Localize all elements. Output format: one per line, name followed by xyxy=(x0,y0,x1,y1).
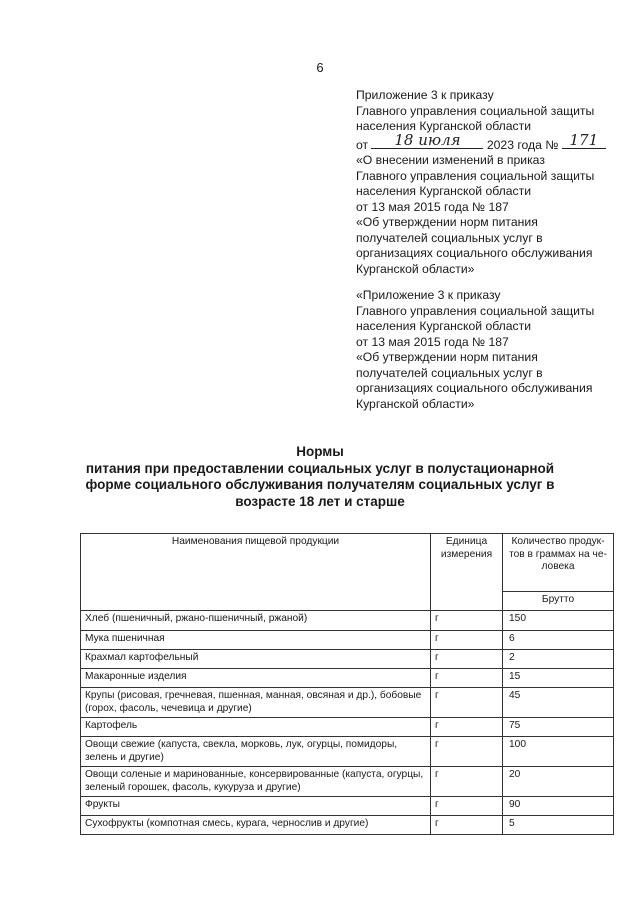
unit-cell: г xyxy=(431,797,503,816)
nutrition-norms-table xyxy=(80,533,614,835)
product-name-cell: Сухофрукты (компотная смесь, курага, чернослив и другие) xyxy=(81,816,431,835)
annex-line: от 13 мая 2015 года № 187 xyxy=(356,334,509,349)
table-row xyxy=(81,816,614,835)
product-name-cell: Макаронные изделия xyxy=(81,669,431,688)
annex-line: «Об утверждении норм питания xyxy=(356,215,538,229)
header-gross: Брутто xyxy=(503,592,614,611)
table-row xyxy=(81,669,614,688)
title-heading: Нормы xyxy=(296,444,344,459)
annex-original-block xyxy=(356,288,626,412)
document-title xyxy=(80,444,560,510)
gross-value-cell: 75 xyxy=(503,718,614,737)
annex-line: от 13 мая 2015 года № 187 xyxy=(356,199,509,214)
unit-cell: г xyxy=(431,718,503,737)
annex-line: населения Курганской области xyxy=(356,119,532,133)
gross-value-cell: 100 xyxy=(503,737,614,767)
annex-line: «О внесении изменений в приказ xyxy=(356,153,545,167)
date-suffix: 2023 года № xyxy=(486,137,559,152)
table-header-row xyxy=(81,534,614,592)
unit-cell: г xyxy=(431,669,503,688)
table-row xyxy=(81,718,614,737)
unit-cell: г xyxy=(431,816,503,835)
table-row xyxy=(81,737,614,767)
unit-cell: г xyxy=(431,767,503,797)
annex-line: Главного управления социальной защиты xyxy=(356,303,595,318)
handwritten-number: 171 xyxy=(569,131,599,149)
unit-cell: г xyxy=(431,631,503,650)
title-subheading: питания при предоставлении социальных услуг в полустационарной форме социального обслуживания получателям социальных услуг в возрасте 18 лет и старше xyxy=(85,460,555,509)
handwritten-date: 18 июля xyxy=(394,131,461,149)
product-name-cell: Мука пшеничная xyxy=(81,631,431,650)
annex-line: Приложение 3 к приказу xyxy=(356,88,494,102)
gross-value-cell: 20 xyxy=(503,767,614,797)
gross-value-cell: 15 xyxy=(503,669,614,688)
product-name-cell: Хлеб (пшеничный, ржано-пшеничный, ржаной) xyxy=(81,611,431,631)
header-unit: Единица измерения xyxy=(431,534,503,611)
table-row xyxy=(81,650,614,669)
header-name: Наименования пищевой продукции xyxy=(81,534,431,611)
annex-date-line xyxy=(356,131,626,154)
gross-value-cell: 6 xyxy=(503,631,614,650)
gross-value-cell: 45 xyxy=(503,688,614,718)
product-name-cell: Картофель xyxy=(81,718,431,737)
product-name-cell: Фрукты xyxy=(81,797,431,816)
annex-line: организациях социального обслуживания xyxy=(356,246,593,260)
gross-value-cell: 2 xyxy=(503,650,614,669)
gross-value-cell: 5 xyxy=(503,816,614,835)
number-field xyxy=(562,131,606,149)
annex-line: населения Курганской области xyxy=(356,319,532,333)
annex-line: Курганской области» xyxy=(356,261,475,276)
table-row xyxy=(81,767,614,797)
table-row xyxy=(81,631,614,650)
page-number: 6 xyxy=(316,60,324,75)
gross-value-cell: 90 xyxy=(503,797,614,816)
unit-cell: г xyxy=(431,737,503,767)
product-name-cell: Овощи свежие (капуста, свекла, морковь, лук, огурцы, помидоры, зелень и другие) xyxy=(81,737,431,767)
date-prefix: от xyxy=(356,137,369,152)
table-row xyxy=(81,688,614,718)
annex-current-block xyxy=(356,88,626,277)
annex-line: «Приложение 3 к приказу xyxy=(356,288,501,302)
table-row xyxy=(81,611,614,631)
annex-line: Главного управления социальной защиты xyxy=(356,168,595,183)
unit-cell: г xyxy=(431,650,503,669)
annex-line: «Об утверждении норм питания xyxy=(356,350,538,364)
annex-line: получателей социальных услуг в xyxy=(356,365,543,380)
annex-line: получателей социальных услуг в xyxy=(356,230,543,245)
product-name-cell: Овощи соленые и маринованные, консервированные (капуста, огурцы, зеленый горошек, фасоль, кукуруза и другие) xyxy=(81,767,431,797)
unit-cell: г xyxy=(431,611,503,631)
annex-line: Главного управления социальной защиты xyxy=(356,103,595,118)
annex-line: населения Курганской области xyxy=(356,184,532,198)
date-field xyxy=(371,131,483,149)
gross-value-cell: 150 xyxy=(503,611,614,631)
product-name-cell: Крупы (рисовая, гречневая, пшенная, манная, овсяная и др.), бобовые (горох, фасоль, чечевица и другие) xyxy=(81,688,431,718)
annex-line: организациях социального обслуживания xyxy=(356,381,593,395)
header-quantity: Количество продук-тов в граммах на че-ловека xyxy=(503,534,614,592)
product-name-cell: Крахмал картофельный xyxy=(81,650,431,669)
table-row xyxy=(81,797,614,816)
unit-cell: г xyxy=(431,688,503,718)
annex-line: Курганской области» xyxy=(356,396,475,411)
